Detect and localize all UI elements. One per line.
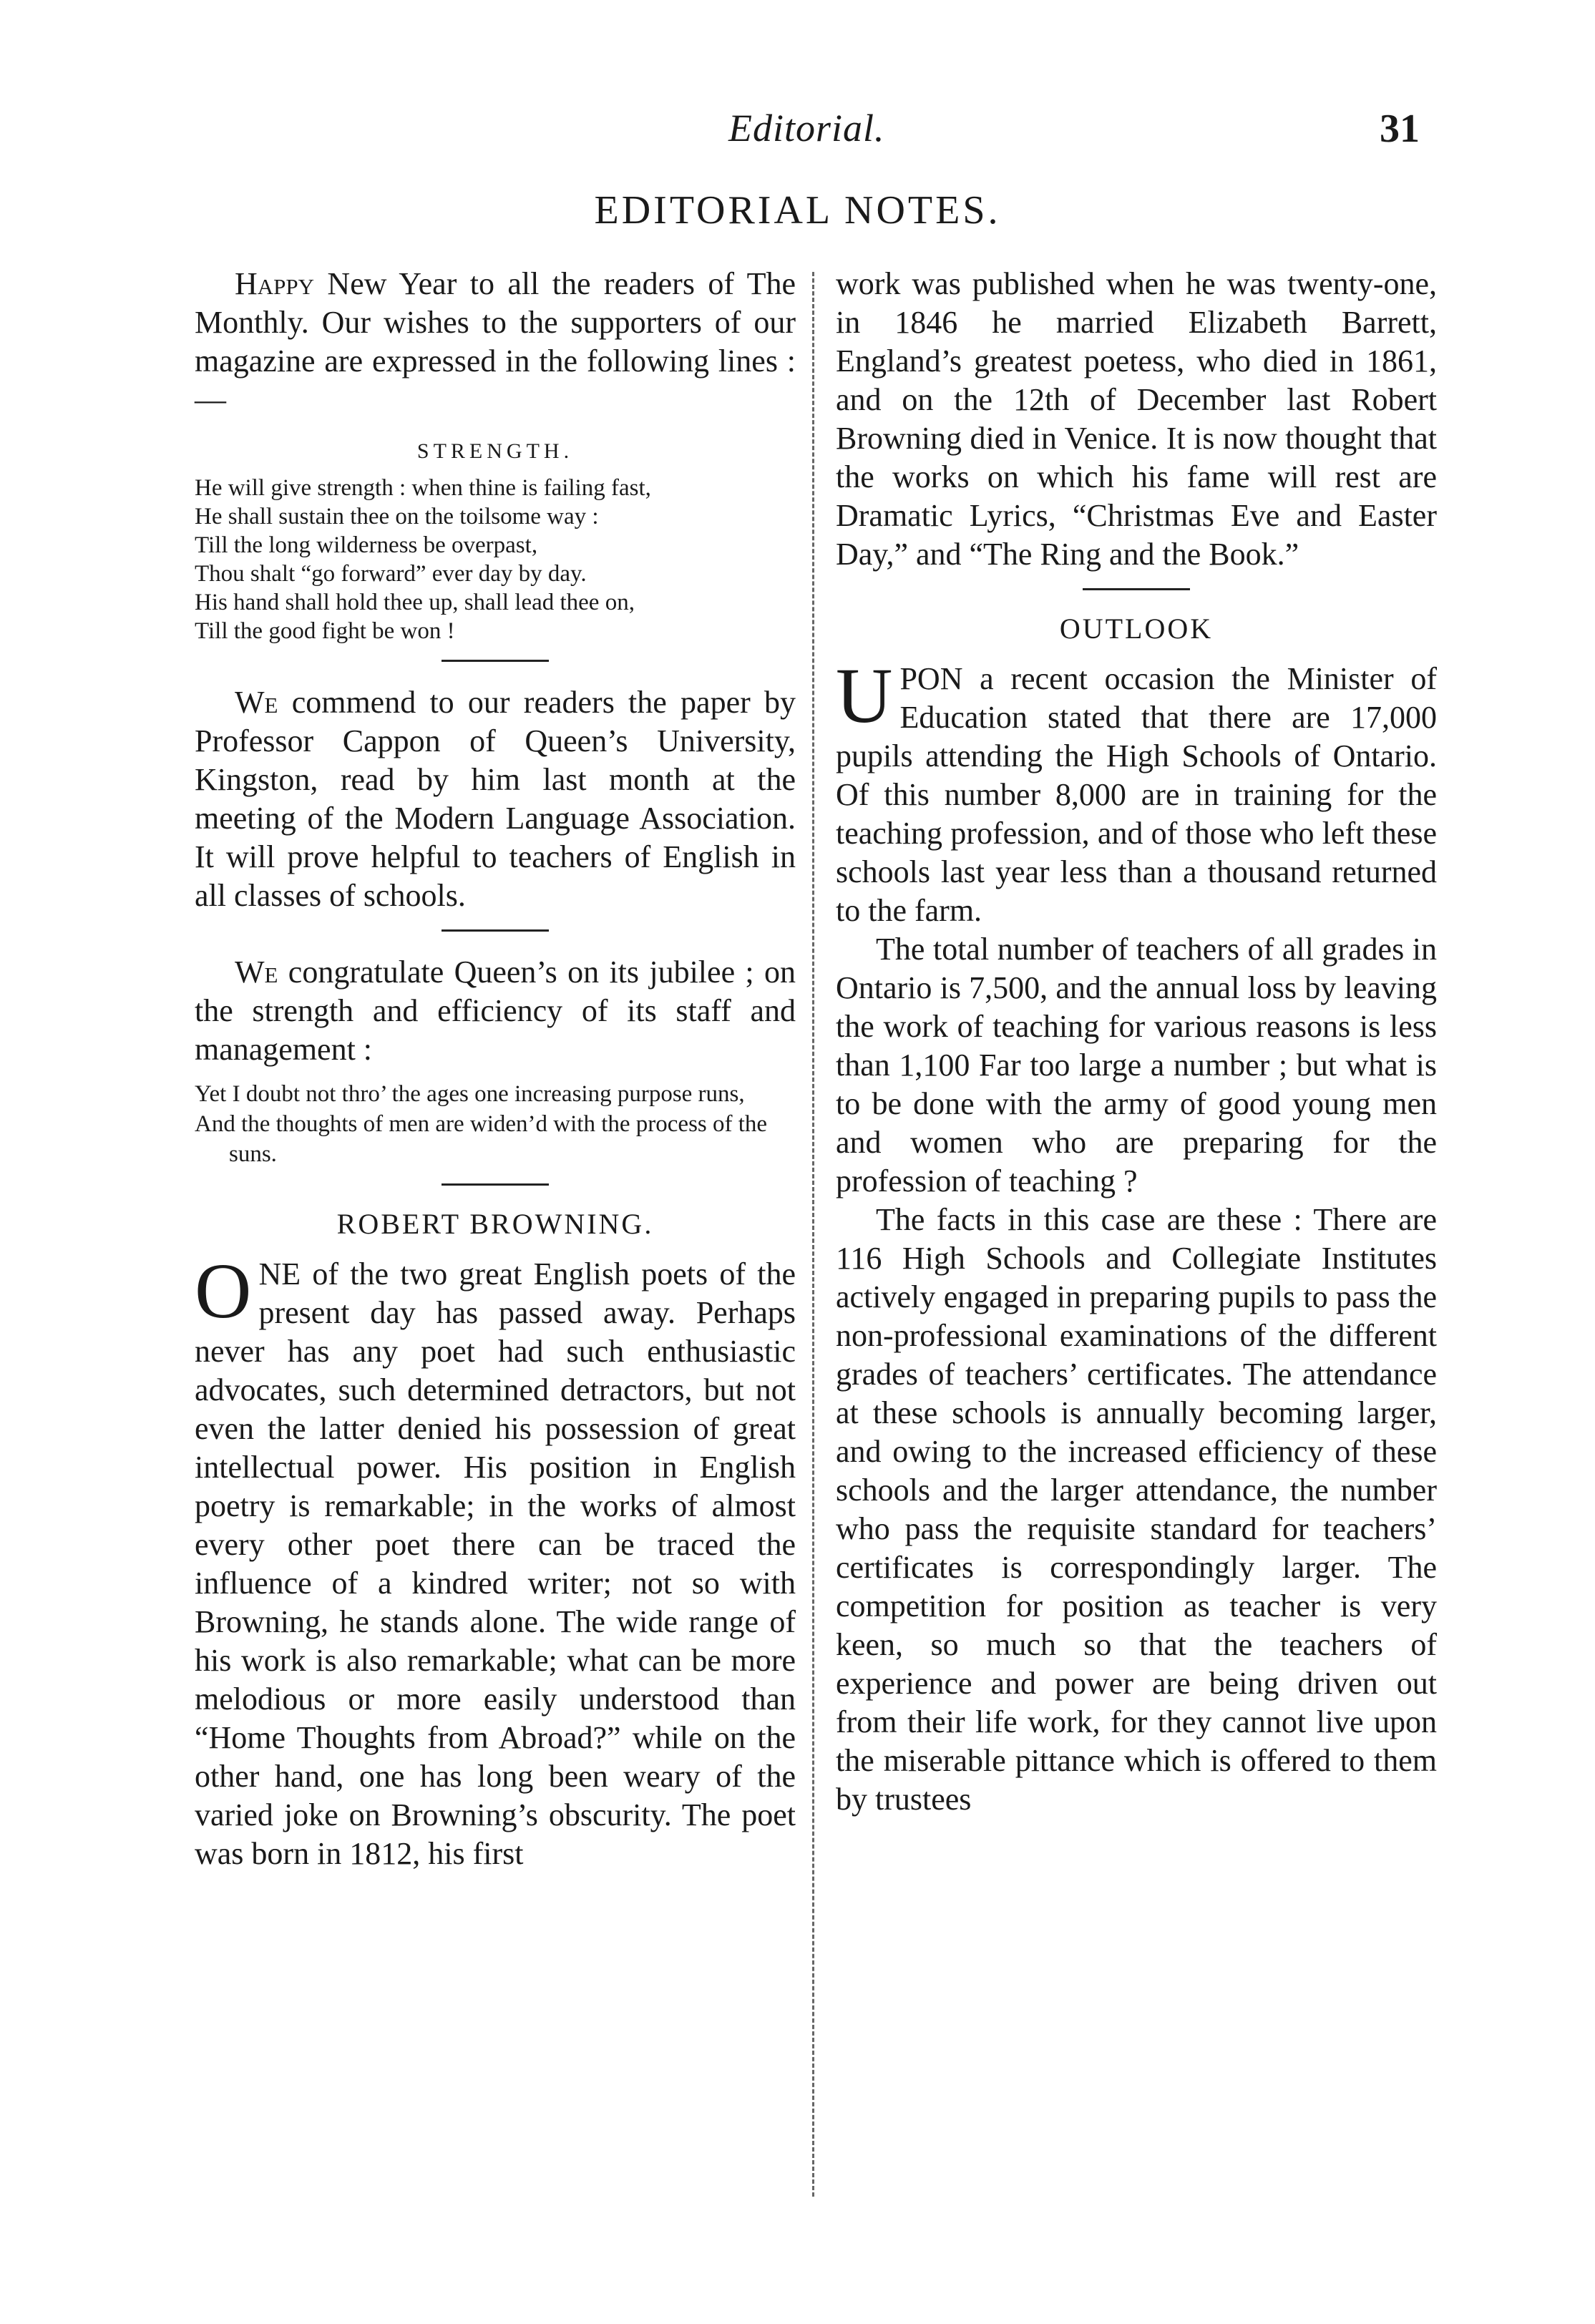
browning-paragraph <box>195 1247 796 1873</box>
outlook-paragraph-1 <box>836 652 1437 930</box>
poem-line: His hand shall hold thee up, shall lead thee on, <box>195 590 635 615</box>
poem-line: He shall sustain thee on the toilsome way : <box>195 504 599 529</box>
queens-paragraph <box>195 953 796 1069</box>
running-title: Editorial. <box>728 107 885 150</box>
quote-line: Yet I doubt not thro’ the ages one increasing purpose runs, <box>195 1081 745 1107</box>
outlook-heading: OUTLOOK <box>1059 612 1214 645</box>
outlook-first-word: PON <box>899 661 963 696</box>
queens-lead: We <box>235 954 278 990</box>
poem-line: Thou shalt “go forward” ever day by day. <box>195 561 587 587</box>
section-title: EDITORIAL NOTES. <box>594 188 1001 233</box>
outlook-paragraph-2: The total number of teachers of all grades in Ontario is 7,500, and the annual loss by leaving the work of teaching for various reasons is less than 1,100 Far too large a number ; but what is to be done with the army of good young men and women who are preparing for the profession of teaching ? <box>836 932 1437 1198</box>
browning-text-left: of the two great English poets of the present day has passed away. Perhaps never has any poet had such enthusiastic advocates, such determined detractors, but not even the latter denied his possession of great intellectual power. His position in English poetry is remarkable; in the works of almost every other poet there can be traced the influence of a kindred writer; not so with Browning, he stands alone. The wide range of his work is also remarkable; what can be more melodious or more easily understood than “Home Thoughts from Abroad?” while on the other hand, one has long been weary of the varied joke on Browning’s obscurity. The poet was born in 1812, his first <box>195 1256 796 1871</box>
queens-quote <box>195 1079 796 1169</box>
new-year-paragraph <box>195 265 796 419</box>
poem-line: Till the good fight be won ! <box>195 618 455 644</box>
outlook-dropcap: U <box>836 652 893 739</box>
browning-first-word: NE <box>258 1256 301 1292</box>
queens-text: congratulate Queen’s on its jubilee ; on the strength and efficiency of its staff and management : <box>195 954 796 1067</box>
browning-dropcap: O <box>195 1247 252 1334</box>
section-rule <box>442 1183 549 1186</box>
quote-line: And the thoughts of men are widen’d with the process of the suns. <box>195 1111 768 1167</box>
poem-line: Till the long wilderness be overpast, <box>195 532 538 558</box>
right-column <box>836 265 1437 2197</box>
browning-continued: work was published when he was twenty-one, in 1846 he married Elizabeth Barrett, England’s greatest poetess, who died in 1861, and on the 12th of December last Robert Browning died in Venice. It is now thought that the works on which his fame will rest are Dramatic Lyrics, “Christmas Eve and Easter Day,” and “The Ring and the Book.” <box>836 266 1437 572</box>
browning-heading: ROBERT BROWNING. <box>336 1208 654 1240</box>
column-divider <box>812 272 814 2197</box>
section-rule <box>1083 588 1190 590</box>
cappon-paragraph <box>195 683 796 915</box>
outlook-paragraph-3: The facts in this case are these : There are 116 High Schools and Collegiate Institutes actively engaged in preparing pupils to pass the non-professional examinations of the different grades of teachers’ certificates. The attendance at these schools is annually becoming larger, and owing to the increased efficiency of these schools and the larger attendance, the number who pass the requisite standard for teachers’ certificates is correspondingly larger. The competition for position as teacher is very keen, so much so that the teachers of experience and power are being driven out from their life work, for they cannot live upon the miserable pittance which is offered to them by trustees <box>836 1202 1437 1817</box>
left-column <box>195 265 796 2197</box>
new-year-text: New Year to all the readers of The Monthly. Our wishes to the supporters of our magazine are expressed in the following lines :— <box>195 266 796 417</box>
section-rule <box>442 660 549 662</box>
new-year-lead: Happy <box>235 266 315 301</box>
poem-line: He will give strength : when thine is failing fast, <box>195 475 651 501</box>
cappon-lead: We <box>235 685 278 720</box>
poem-title: STRENGTH. <box>416 439 574 463</box>
outlook-text-1: a recent occasion the Minister of Education stated that there are 17,000 pupils attending the High Schools of Ontario. Of this number 8,000 are in training for the teaching profession, and of those who left these schools last year less than a thousand returned to the farm. <box>836 661 1437 928</box>
page-number: 31 <box>1380 107 1420 151</box>
cappon-text: commend to our readers the paper by Professor Cappon of Queen’s University, Kingston, read by him last month at the meeting of the Modern Language Association. It will prove helpful to teachers of English in all classes of schools. <box>195 685 796 913</box>
section-rule <box>442 929 549 932</box>
poem <box>195 474 796 645</box>
